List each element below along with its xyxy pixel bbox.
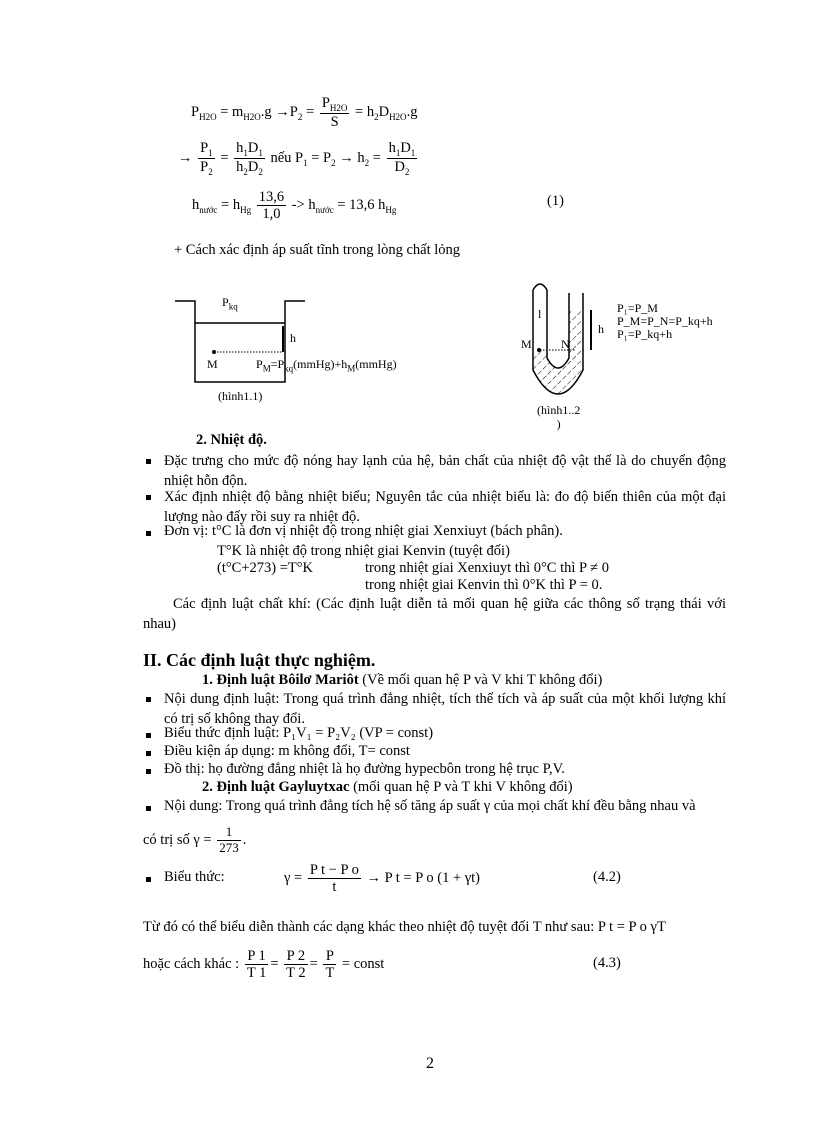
alternate-form: hoặc cách khác : $\frac{P 1}{T 1}$ = $\frac{P 2}{T 2}$ = $\frac{P}{T}$ = const <box>143 947 385 982</box>
gay-lussac-expression: γ = $\frac{\text{P t − P o}}{t}$ → P t = P o (1 + γt) <box>284 861 481 896</box>
figure-2-caption: (hình1..2 ) <box>537 403 581 431</box>
figure-1-caption: (hình1.1) <box>218 389 263 403</box>
bullet-marker <box>146 531 151 536</box>
figure-1-pm-label: $P_M=P_{kq}(mmHg)+h_M(mmHg)$ <box>256 357 397 374</box>
figure-2-eq-2: P_M=P_N=P_kq+h <box>617 314 713 328</box>
bullet-marker <box>146 877 151 882</box>
figure-2-equations <box>617 302 713 341</box>
gamma-value: có trị số γ = $\frac{1}{273}$ . <box>143 824 247 856</box>
boyle-law-heading: 1. Định luật Bôilơ Mariôt (Về mối quan hệ P và V khi T không đổi) <box>202 672 603 688</box>
temp-celsius-note: trong nhiệt giai Xenxiuyt thì 0°C thì P ≠ 0 <box>365 560 610 576</box>
equation-number-4-3: (4.3) <box>593 955 621 971</box>
boyle-graph: Đồ thị: họ đường đẳng nhiệt là họ đường hypecbôn trong hệ trục P,V. <box>164 761 565 777</box>
temp-bullet-3: Đơn vị: t°C là đơn vị nhiệt độ trong nhiệt giai Xenxiuyt (bách phân). <box>164 523 563 539</box>
formula-1: $P_{H2O} = m_{H2O}.g \to P_2$ = $\frac{P_{H2O}}{S}$ = $h_2D_{H2O}.g$ <box>191 94 418 130</box>
figure-1-h-label: h <box>290 331 296 345</box>
figure-1-pkq-label: $P_{kq}$ <box>222 295 238 312</box>
equation-number-4-2: (4.2) <box>593 869 621 885</box>
temp-kelvin-note: trong nhiệt giai Kenvin thì 0°K thì P = 0. <box>365 577 603 593</box>
temp-bullet-2: Xác định nhiệt độ bằng nhiệt biểu; Nguyên tắc của nhiệt biểu là: đo độ biến thiên của một đại lượng nào đấy rồi suy ra nhiệt độ. <box>164 489 726 525</box>
figure-2-m-label: M <box>521 337 532 351</box>
temp-bullet-1: Đặc trưng cho mức độ nóng hay lạnh của hệ, bản chất của nhiệt độ vật thể là do chuyển động nhiệt hỗn độn. <box>164 453 726 489</box>
bullet-marker <box>146 697 151 702</box>
formula-2: → $\frac{P_1}{P_2}$ = $\frac{h_1D_1}{h_2D_2}$ nếu $P_1 = P_2 \to h_2$ = $\frac{h_1D_1}{D_2}$ <box>178 139 416 178</box>
temp-conversion: (t°C+273) =T°K <box>217 560 314 576</box>
figure-2-l-label: l <box>538 307 542 321</box>
figure-2-point-m <box>537 348 541 352</box>
figure-2-eq-3: P₁=P_kq+h <box>617 327 673 341</box>
equation-number-1: (1) <box>547 193 564 209</box>
figure-1-container <box>170 290 410 420</box>
section-temperature-title: 2. Nhiệt độ. <box>196 432 267 448</box>
boyle-expression: Biểu thức định luật: P₁V₁ = P₂V₂ (VP = const) <box>164 725 434 741</box>
boyle-conditions: Điều kiện áp dụng: m không đổi, T= const <box>164 743 410 759</box>
figure-2-n-label: N <box>561 337 570 351</box>
figure-1-point-m <box>212 350 216 354</box>
page-number: 2 <box>426 1055 434 1072</box>
static-pressure-heading: + Cách xác định áp suất tĩnh trong lòng chất lỏng <box>174 242 461 258</box>
bullet-marker <box>146 806 151 811</box>
bullet-marker <box>146 459 151 464</box>
gay-lussac-content: Nội dung: Trong quá trình đẳng tích hệ số tăng áp suất γ của mọi chất khí đều bằng nhau và <box>164 798 696 814</box>
gay-lussac-expression-label: Biểu thức: <box>164 869 225 885</box>
absolute-temp-text: Từ đó có thể biểu diễn thành các dạng khác theo nhiệt độ tuyệt đối T như sau: P t = P o γT <box>143 919 666 935</box>
bullet-marker <box>146 733 151 738</box>
bullet-marker <box>146 751 151 756</box>
bullet-marker <box>146 495 151 500</box>
figure-2-h-label: h <box>598 322 604 336</box>
figure-1-m-label: M <box>207 357 218 371</box>
section-2-title: II. Các định luật thực nghiệm. <box>143 650 376 670</box>
figure-2-eq-1: P₁=P_M <box>617 301 658 315</box>
bullet-marker <box>146 769 151 774</box>
gay-lussac-heading: 2. Định luật Gayluytxac (mối quan hệ P và T khi V không đổi) <box>202 779 573 795</box>
boyle-content: Nội dung định luật: Trong quá trình đẳng nhiệt, tích thể tích và áp suất của một khối lượng khí có trị số không thay đổi. <box>164 691 726 727</box>
formula-3: $h_{nước} = h_{Hg}$ $\frac{13,6}{1,0}$ -> $h_{nước} = 13,6$ $h_{Hg}$ <box>192 188 397 223</box>
temp-kelvin-line: T°K là nhiệt độ trong nhiệt giai Kenvin (tuyệt đối) <box>217 543 510 559</box>
gas-laws-intro: Các định luật chất khí: (Các định luật diễn tả mối quan hệ giữa các thông số trạng thái với nhau) <box>143 596 726 632</box>
